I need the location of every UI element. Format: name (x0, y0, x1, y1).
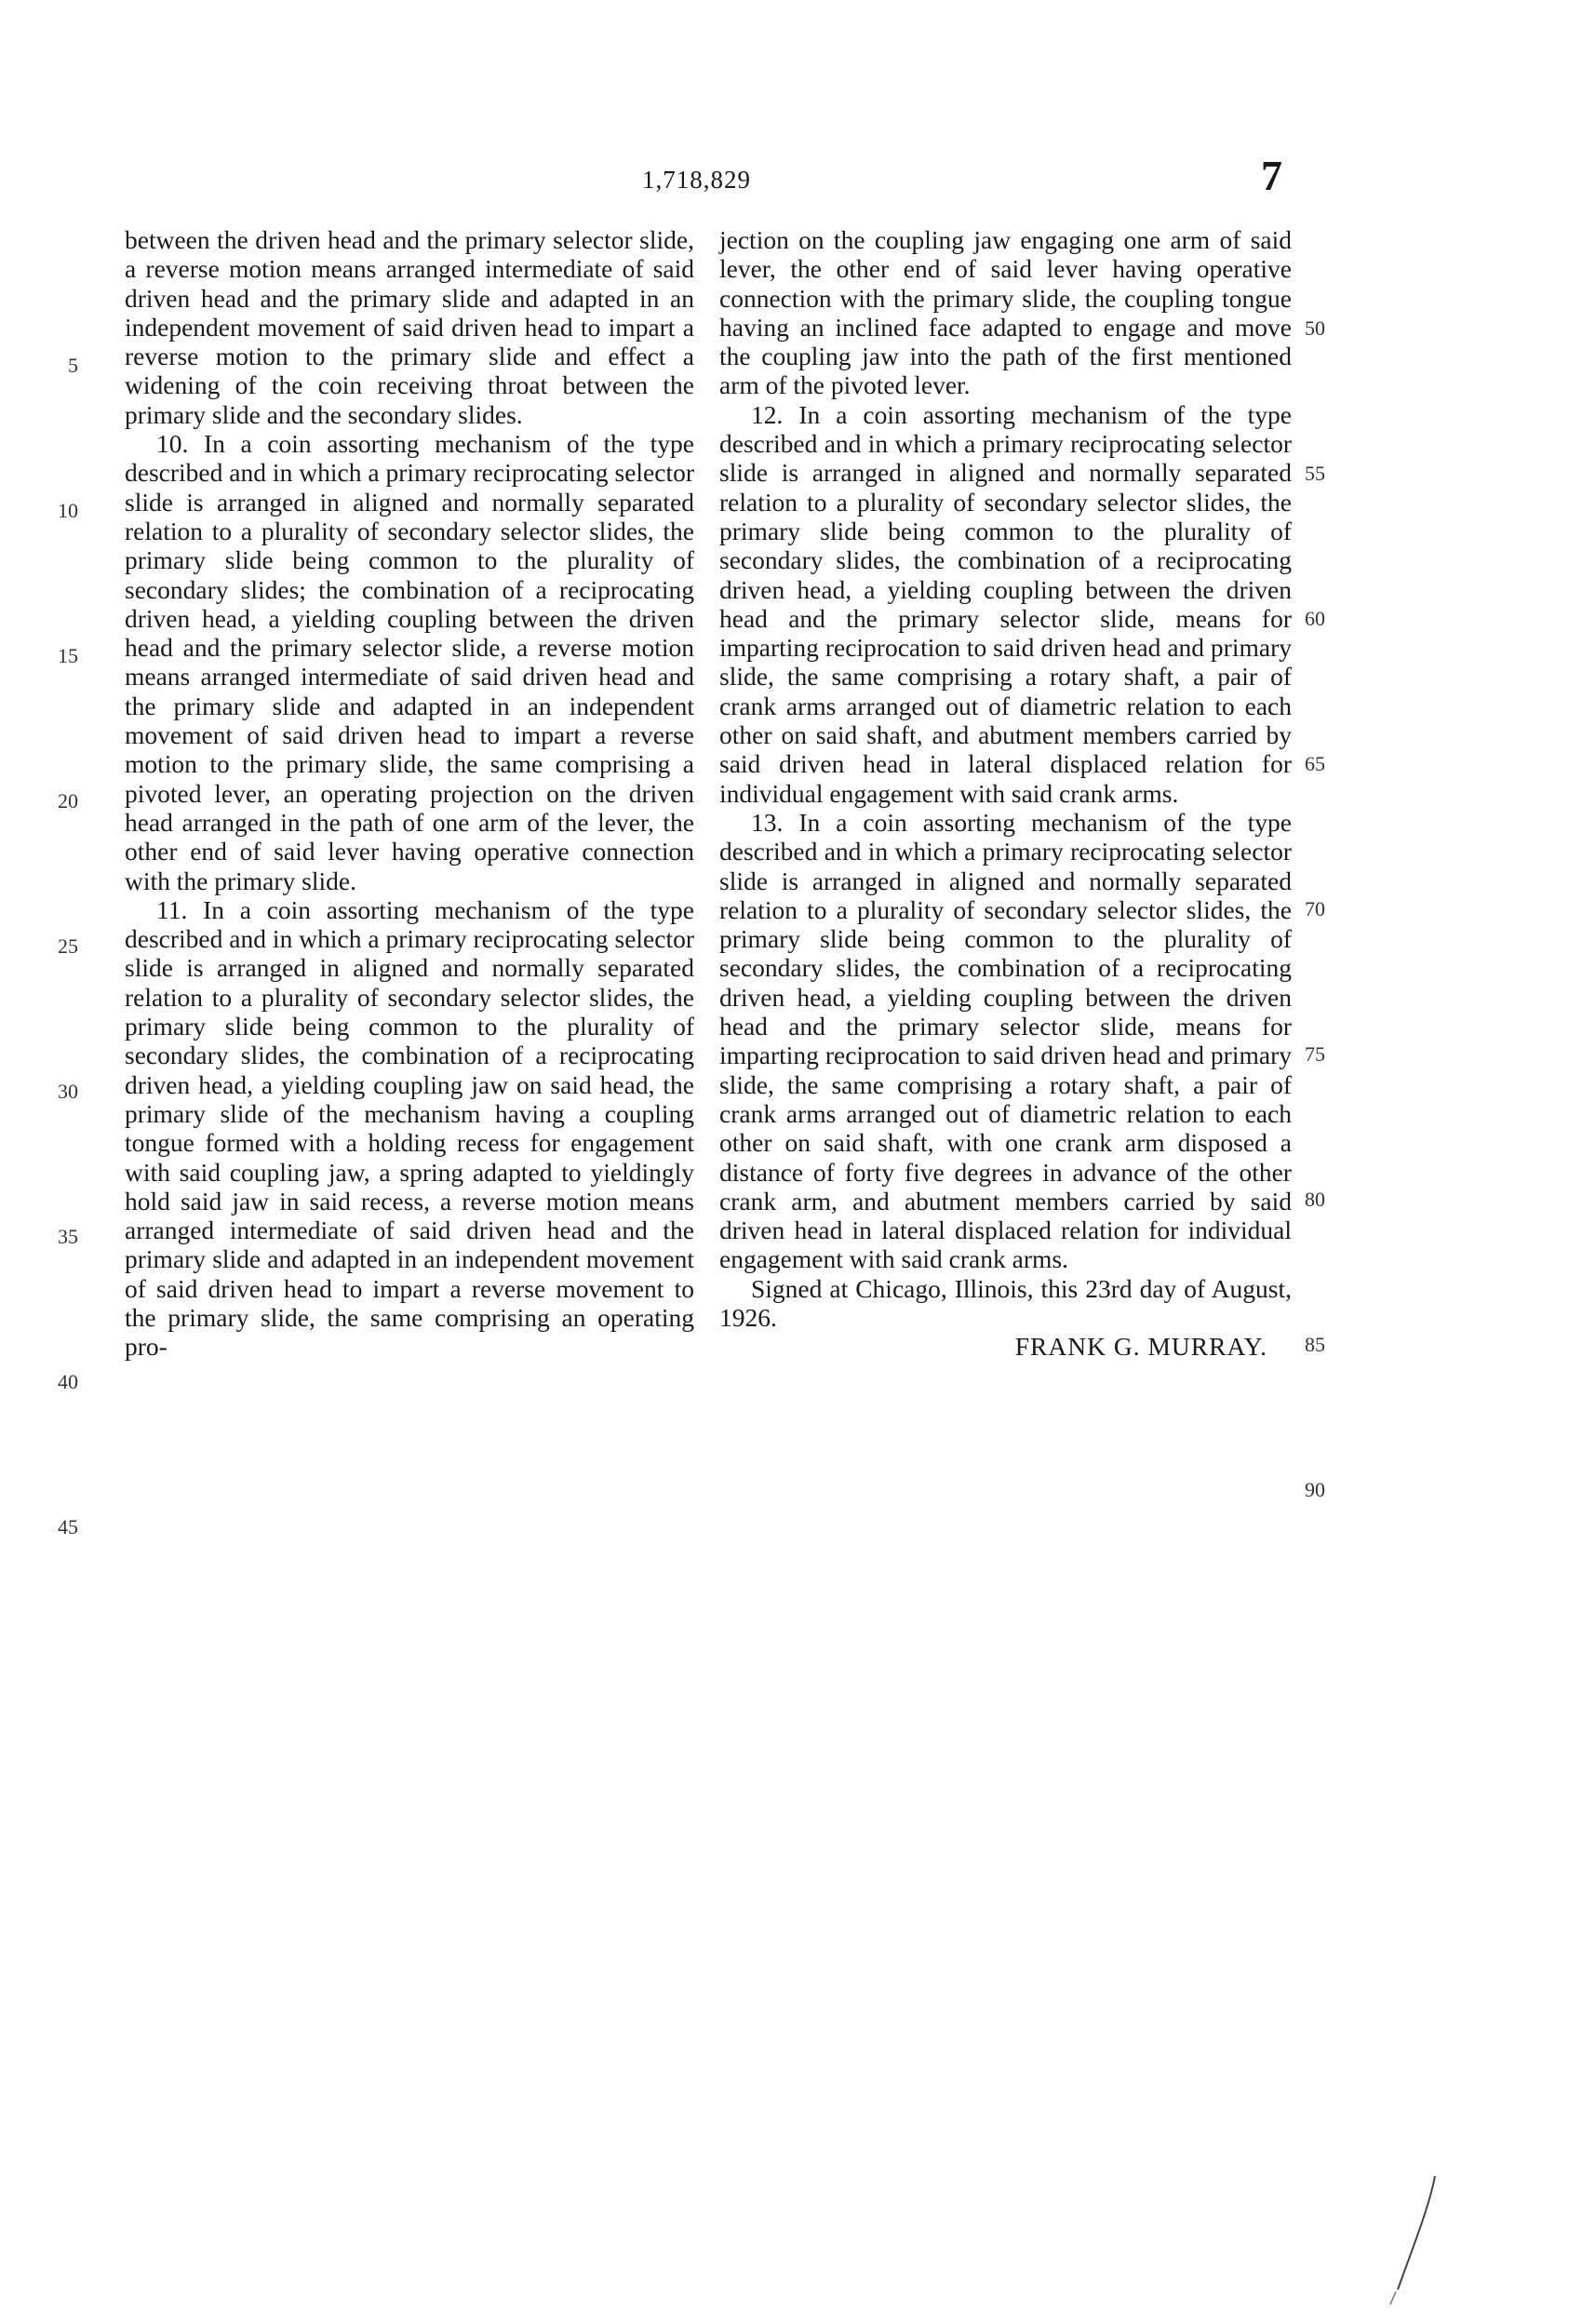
claim-11: 11. In a coin assorting mechanism of the type described and in which a primary reciprocating selector slide is arranged in aligned and normally separated relation to a plurality of secondary selector slides, the primary slide being common to the plurality of secondary slides, the combination of a reciprocating driven head, a yielding coupling jaw on said head, the primary slide of the mechanism having a coupling tongue formed with a holding recess for engagement with said coupling jaw, a spring adapted to yieldingly hold said jaw in said recess, a reverse motion means arranged intermediate of said driven head and the primary slide and adapted in an independent movement of said driven head to impart a reverse movement to the primary slide, the same comprising an operating pro- (125, 894, 694, 1362)
line-number: 75 (1305, 1042, 1325, 1066)
claim-10: 10. In a coin assorting mechanism of the type described and in which a primary reciprocating selector slide is arranged in aligned and normally separated relation to a plurality of secondary selector slides, the primary slide being common to the plurality of secondary slides; the combination of a reciprocating driven head, a yielding coupling between the driven head and the primary selector slide, a reverse motion means arranged intermediate of said driven head and the primary slide and adapted in an independent movement of said driven head to impart a reverse motion to the primary slide, the same comprising a pivoted lever, an operating projection on the driven head arranged in the path of one arm of the lever, the other end of said lever having operative connection with the primary slide. (125, 429, 694, 895)
patent-number: 1,718,829 (642, 166, 751, 194)
line-number: 60 (1305, 607, 1325, 630)
line-number: 5 (68, 354, 78, 377)
line-number: 20 (58, 789, 78, 813)
inventor-signature: FRANK G. MURRAY. (1014, 1332, 1267, 1362)
claim-12: 12. In a coin assorting mechanism of the type described and in which a primary reciprocating selector slide is arranged in aligned and normally separated relation to a plurality of secondary selector slides, the primary slide being common to the plurality of secondary slides, the combination of a reciprocating driven head, a yielding coupling between the driven head and the primary selector slide, means for imparting reciprocation to said driven head and primary slide, the same comprising a rotary shaft, a pair of crank arms arranged out of diametric relation to each other on said shaft, and abutment members carried by said driven head in lateral displaced relation for individual engagement with said crank arms. (719, 399, 1292, 808)
paragraph-continuation: between the driven head and the primary selector slide, a reverse motion means arranged intermediate of said driven head and the primary slide and adapted in an independent movement of said driven head to impart a reverse motion to the primary slide and effect a widening of the coin receiving throat between the primary slide and the secondary slides. (125, 225, 694, 429)
pen-stroke-mark (1387, 2169, 1442, 2308)
line-number: 15 (58, 644, 78, 667)
paragraph-continuation-right: jection on the coupling jaw engaging one arm of said lever, the other end of said lever having operative connection with the primary slide, the coupling tongue having an inclined face adapted to engage and move the coupling jaw into the path of the first mentioned arm of the pivoted lever. (719, 225, 1292, 400)
line-number: 35 (58, 1225, 78, 1248)
right-column (719, 225, 1292, 1362)
line-number: 70 (1305, 897, 1325, 920)
claim-13: 13. In a coin assorting mechanism of the type described and in which a primary reciprocating selector slide is arranged in aligned and normally separated relation to a plurality of secondary selector slides, the primary slide being common to the plurality of secondary slides, the combination of a reciprocating driven head, a yielding coupling between the driven head and the primary selector slide, means for imparting reciprocation to said driven head and primary slide, the same comprising a rotary shaft, a pair of crank arms arranged out of diametric relation to each other on said shaft, with one crank arm disposed a distance of forty five degrees in advance of the other crank arm, and abutment members carried by said driven head in lateral displaced relation for individual engagement with said crank arms. (719, 807, 1292, 1274)
signed-statement: Signed at Chicago, Illinois, this 23rd day of August, 1926. (719, 1273, 1292, 1332)
line-number: 90 (1305, 1478, 1325, 1501)
line-number: 80 (1305, 1188, 1325, 1211)
left-column (125, 225, 694, 1362)
line-number: 45 (58, 1515, 78, 1538)
line-number: 55 (1305, 462, 1325, 485)
line-number: 25 (58, 934, 78, 958)
line-number: 85 (1305, 1333, 1325, 1356)
line-number: 10 (58, 499, 78, 522)
line-number: 65 (1305, 752, 1325, 775)
line-number: 40 (58, 1370, 78, 1393)
line-number: 50 (1305, 316, 1325, 340)
page-number: 7 (1261, 152, 1282, 199)
line-number: 30 (58, 1080, 78, 1103)
